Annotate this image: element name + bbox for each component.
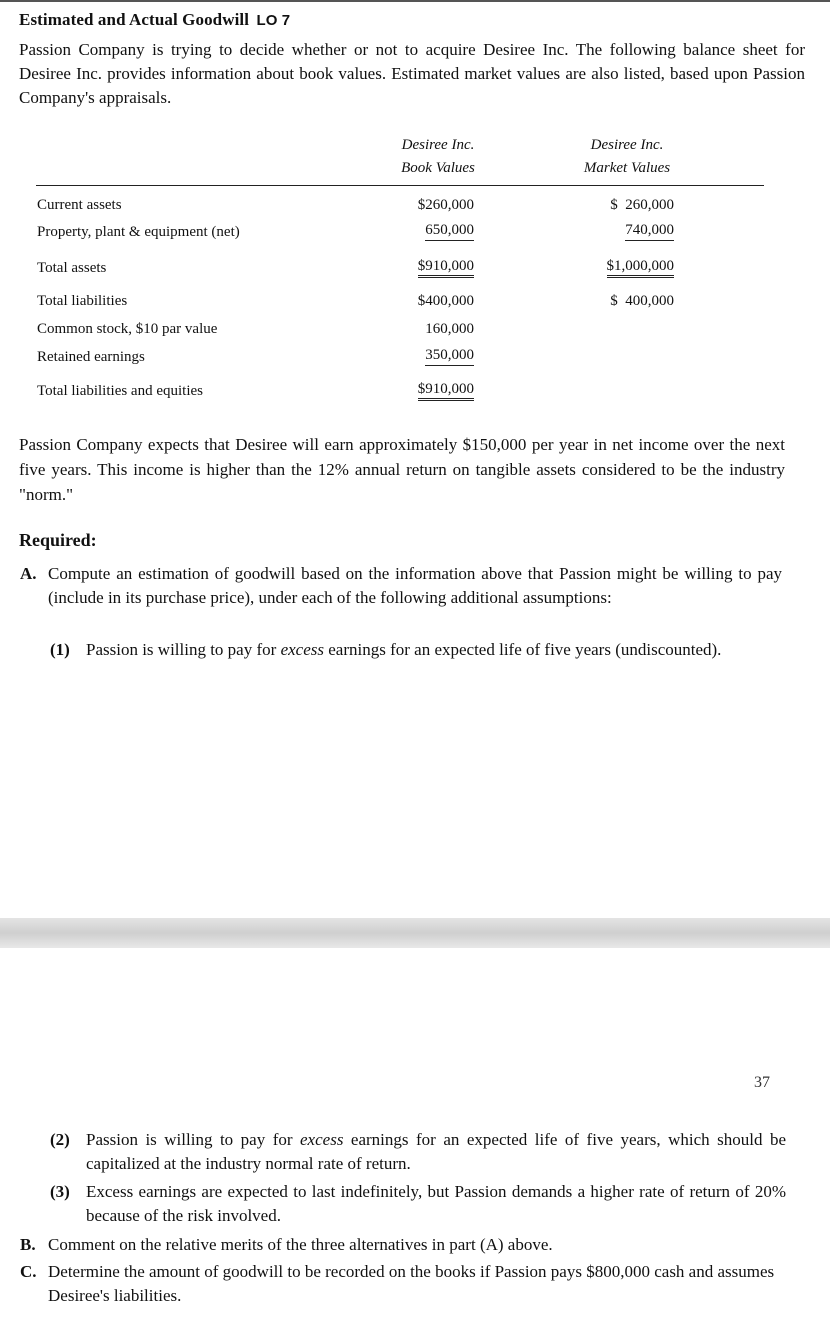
market-ppe-cell [578,222,674,239]
part-c [20,1260,800,1308]
book-total-liab-equities: $910,000 [418,381,474,401]
assumption-2-pre: Passion is willing to pay for [86,1130,301,1149]
row-label-retained-earnings: Retained earnings [37,349,145,365]
row-label-ppe: Property, plant & equipment (net) [37,224,240,240]
part-b-label: B. [20,1235,36,1254]
market-total-assets: $1,000,000 [607,258,675,278]
assumption-3 [50,1180,790,1228]
assumption-2-emphasis: excess [300,1130,344,1149]
part-b [20,1233,800,1257]
assumption-1-emphasis: excess [280,640,324,659]
row-label-common-stock: Common stock, $10 par value [37,321,218,337]
book-header-line1: Desiree Inc. [401,137,475,153]
table-header-rule [36,185,764,186]
page-number: 37 [754,1074,770,1091]
assumption-2-label: (2) [50,1130,70,1149]
book-total-liabilities: $400,000 [417,293,474,309]
assumption-2 [50,1128,790,1176]
row-label-current-assets: Current assets [37,197,122,213]
part-b-text: Comment on the relative merits of the three alternatives in part (A) above. [48,1235,553,1254]
market-total-assets-cell [578,258,674,275]
part-a-text: Compute an estimation of goodwill based on the information above that Passion might be willing to pay (include in its purchase price), under each of the following additional assumptions: [48,564,782,607]
part-c-text: Determine the amount of goodwill to be recorded on the books if Passion pays $800,000 cash and assumes Desiree's liabilities. [48,1262,775,1305]
book-ppe-cell [392,222,474,239]
assumption-1-text [86,638,782,662]
part-c-label: C. [20,1262,37,1281]
intro-paragraph: Passion Company is trying to decide whether or not to acquire Desiree Inc. The following balance sheet for Desiree Inc. provides information about book values. Estimated market values are also listed, based upon Passion Company's appraisals. [19,40,805,107]
row-label-total-assets: Total assets [37,260,107,276]
required-heading: Required: [19,530,97,550]
book-values-header [376,134,500,180]
top-divider [0,0,830,2]
income-paragraph: Passion Company expects that Desiree will earn approximately $150,000 per year in net income over the next five years. This income is higher than the 12% annual return on tangible assets considered to be the industry "norm." [19,435,785,504]
row-label-total-liabilities: Total liabilities [37,293,128,309]
assumption-1-post: earnings for an expected life of five years (undiscounted). [323,640,722,659]
book-total-assets-cell [392,258,474,275]
problem-title-text: Estimated and Actual Goodwill [19,10,250,29]
market-values-header [555,134,699,180]
market-header-line1: Desiree Inc. [590,137,664,153]
assumption-2-text [86,1128,786,1176]
assumption-3-label: (3) [50,1182,70,1201]
assumption-1-pre: Passion is willing to pay for [86,640,281,659]
market-total-liabilities: $ 400,000 [610,293,674,309]
row-label-total-liab-equities: Total liabilities and equities [37,383,203,399]
assumption-2-post: earnings for an expected life of five years, which should be capitalized at the industry normal rate of return. [86,1130,787,1173]
market-ppe: 740,000 [625,222,674,241]
book-retained-earnings-cell [392,347,474,364]
book-header-line2: Book Values [401,160,475,176]
book-ppe: 650,000 [425,222,474,241]
part-a [20,562,786,610]
problem-title [19,10,290,30]
assumption-1 [50,638,786,662]
book-total-liab-equities-cell [392,381,474,398]
learning-objective-tag: LO 7 [256,12,291,29]
page-break-gap [0,918,830,948]
book-total-assets: $910,000 [418,258,474,278]
market-header-line2: Market Values [583,160,671,176]
assumption-1-label: (1) [50,640,70,659]
book-retained-earnings: 350,000 [425,347,474,366]
book-common-stock: 160,000 [425,321,474,337]
market-current-assets: $ 260,000 [610,197,674,213]
assumption-3-text: Excess earnings are expected to last indefinitely, but Passion demands a higher rate of return of 20% because of the risk involved. [86,1182,786,1225]
part-a-label: A. [20,564,37,583]
book-current-assets: $260,000 [417,197,474,213]
